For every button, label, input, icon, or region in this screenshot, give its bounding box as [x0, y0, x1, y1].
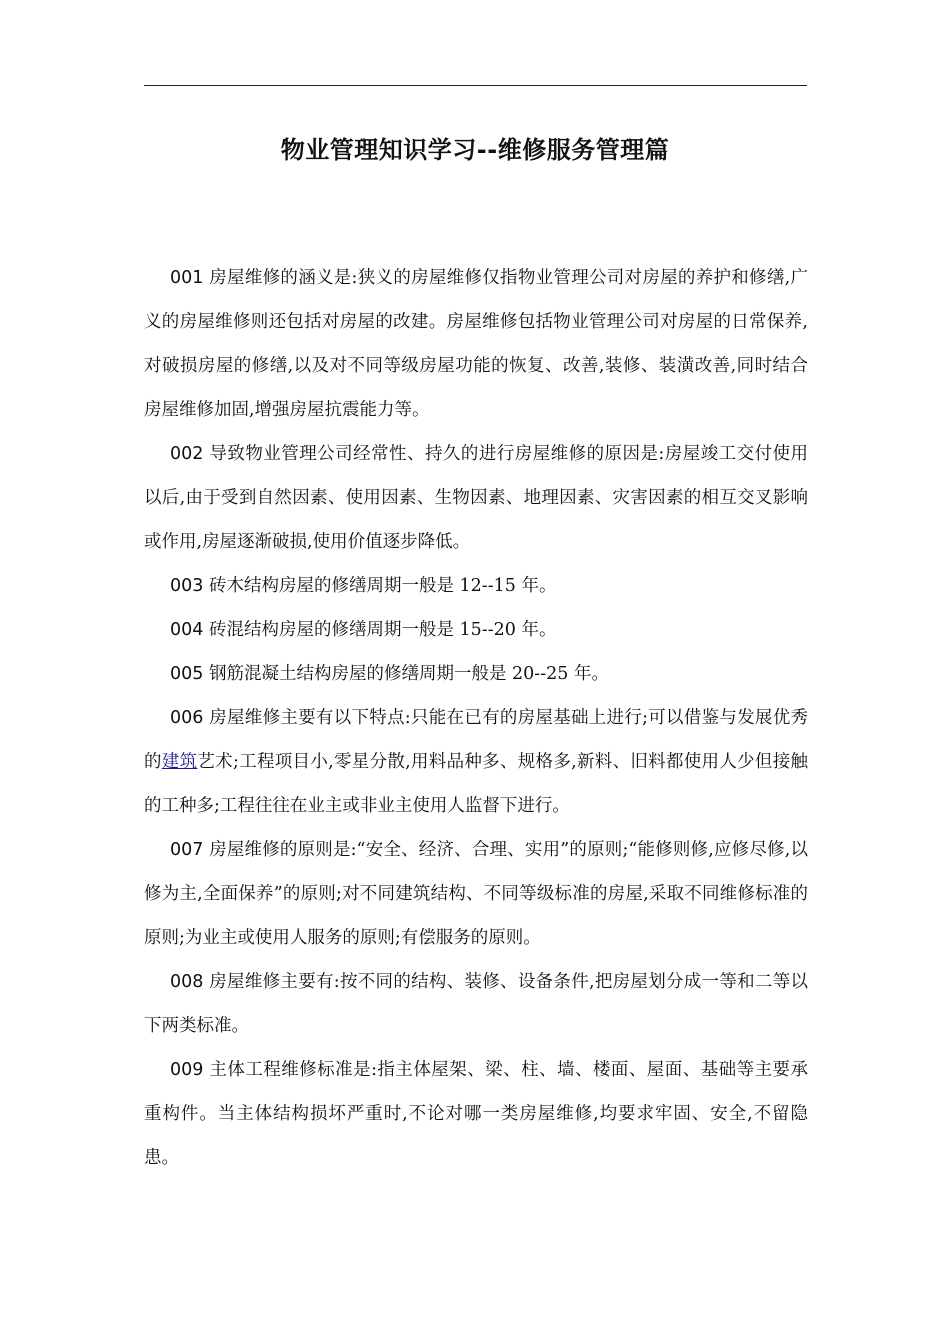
item-number: 003: [170, 576, 204, 596]
item-number: 008: [170, 972, 204, 992]
item-number: 007: [170, 840, 204, 860]
paragraph-005: [144, 652, 808, 696]
paragraph-001: [144, 256, 808, 432]
paragraph-text: 房屋维修主要有:按不同的结构、装修、设备条件,把房屋划分成一等和二等以下两类标准。: [144, 972, 808, 1036]
item-number: 004: [170, 620, 204, 640]
item-number: 009: [170, 1060, 204, 1080]
paragraph-007: [144, 828, 808, 960]
paragraph-004: [144, 608, 808, 652]
item-number: 001: [170, 268, 204, 288]
paragraph-text: 房屋维修的原则是:“安全、经济、合理、实用”的原则;“能修则修,应修尽修,以修为主,全面保养”的原则;对不同建筑结构、不同等级标准的房屋,采取不同维修标准的原则;为业主或使用人服务的原则;有偿服务的原则。: [144, 840, 808, 948]
paragraph-text: 艺术;工程项目小,零星分散,用料品种多、规格多,新料、旧料都使用人少但接触的工种多;工程往往在业主或非业主使用人监督下进行。: [144, 752, 809, 816]
paragraph-text: 导致物业管理公司经常性、持久的进行房屋维修的原因是:房屋竣工交付使用以后,由于受到自然因素、使用因素、生物因素、地理因素、灾害因素的相互交叉影响或作用,房屋逐渐破损,使用价值逐步降低。: [144, 444, 808, 552]
paragraph-002: [144, 432, 808, 564]
paragraph-text: 砖混结构房屋的修缮周期一般是 15--20 年。: [203, 620, 557, 640]
paragraph-text: 钢筋混凝土结构房屋的修缮周期一般是 20--25 年。: [203, 664, 609, 684]
item-number: 005: [170, 664, 204, 684]
document-body: [144, 256, 808, 1180]
paragraph-003: [144, 564, 808, 608]
paragraph-008: [144, 960, 808, 1048]
paragraph-text: 主体工程维修标准是:指主体屋架、梁、柱、墙、楼面、屋面、基础等主要承重构件。当主体结构损坏严重时,不论对哪一类房屋维修,均要求牢固、安全,不留隐患。: [144, 1060, 808, 1168]
item-number: 006: [170, 708, 204, 728]
paragraph-009: [144, 1048, 808, 1180]
item-number: 002: [170, 444, 204, 464]
paragraph-text: 房屋维修主要有以下特点:只能在已有的房屋基础上进行;可以借鉴与发展优秀的: [144, 708, 808, 772]
document-title: 物业管理知识学习--维修服务管理篇: [280, 136, 670, 164]
paragraph-text: 砖木结构房屋的修缮周期一般是 12--15 年。: [203, 576, 557, 596]
header-rule: [144, 85, 807, 86]
paragraph-text: 房屋维修的涵义是:狭义的房屋维修仅指物业管理公司对房屋的养护和修缮,广义的房屋维修则还包括对房屋的改建。房屋维修包括物业管理公司对房屋的日常保养,对破损房屋的修缮,以及对不同等级房屋功能的恢复、改善,装修、装潢改善,同时结合房屋维修加固,增强房屋抗震能力等。: [144, 268, 808, 420]
paragraph-006: [144, 696, 808, 828]
architecture-link[interactable]: 建筑: [161, 752, 198, 772]
